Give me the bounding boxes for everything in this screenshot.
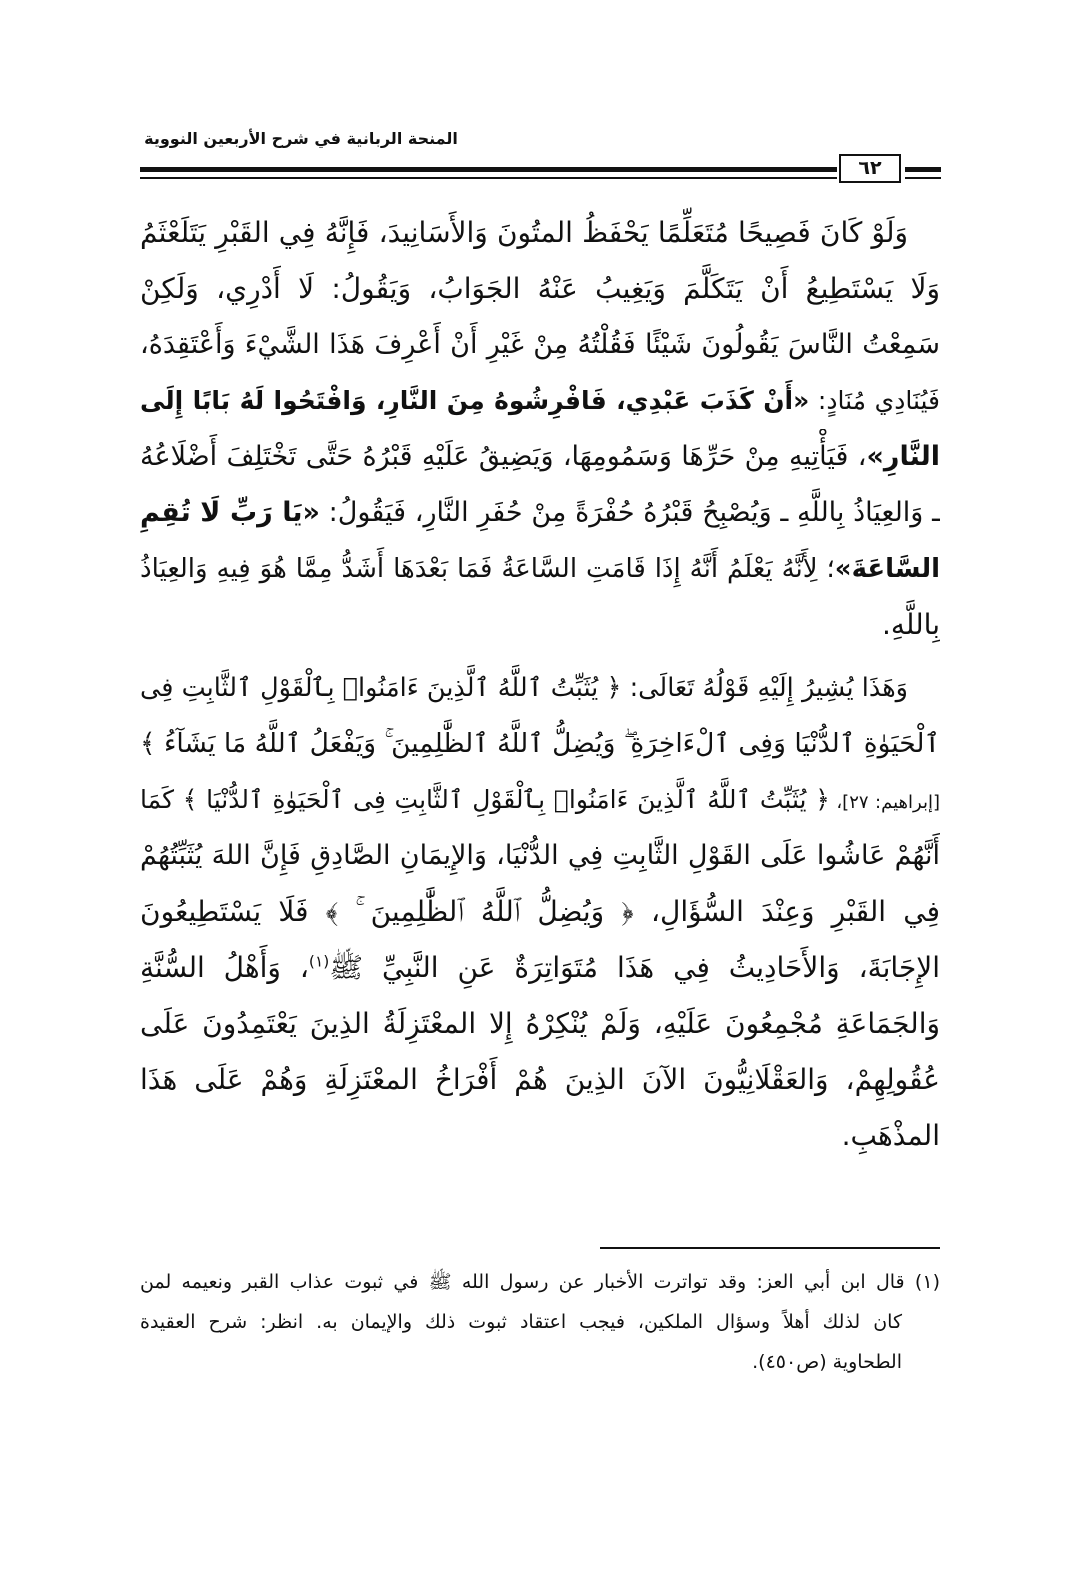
footnote-reference: (١) — [308, 952, 330, 971]
header-double-rule-short — [905, 167, 941, 179]
running-header-title: المنحة الربانية في شرح الأربعين النووية — [144, 129, 458, 148]
text-line: عُقُولِهِمْ، وَالعَقْلَانِيُّونَ الآنَ الذِينَ هُمْ أَفْرَاخُ المعْتَزِلَةِ وَهُمْ عَلَى هَذَا — [140, 1063, 940, 1096]
text-line: المذْهَبِ. — [841, 1119, 940, 1152]
quran-verse: ﴿ يُثَبِّتُ ٱللَّهُ ٱلَّذِينَ ءَامَنُوا۟ بِٱلْقَوْلِ ٱلثَّابِتِ فِى ٱلْحَيَوٰةِ ٱلدُّنْيَا ﴾ — [182, 785, 830, 814]
text-line — [140, 429, 940, 485]
text-segment: ، فَيَأْتِيهِ مِنْ حَرِّهَا وَسَمُومِهَا، وَيَضِيقُ عَلَيْهِ قَبْرُهُ حَتَّى تَخْتَلِفَ أَضْلَاعُهُ — [140, 441, 867, 472]
header-double-rule — [140, 167, 837, 179]
footnote-separator — [600, 1247, 940, 1249]
text-line — [140, 940, 940, 996]
text-segment: ، وَأَهْلُ السُّنَّةِ — [140, 951, 309, 984]
text-line — [140, 772, 940, 828]
paragraph-1 — [140, 205, 940, 653]
quran-verse-line: ٱلْحَيَوٰةِ ٱلدُّنْيَا وَفِى ٱلْءَاخِرَةِ ۖ وَيُضِلُّ ٱللَّهُ ٱلظَّٰلِمِينَ ۚ وَيَفْعَلُ ٱللَّهُ مَا يَشَآءُ ﴾ — [140, 728, 940, 759]
text-line: وَلَا يَسْتَطِيعُ أَنْ يَتَكَلَّمَ وَيَغِيبُ عَنْهُ الجَوَابُ، وَيَقُولُ: لَا أَدْرِي، وَلَكِنْ — [140, 272, 940, 305]
text-segment: وَهَذَا يُشِيرُ إِلَيْهِ قَوْلُهُ تَعَالَى: — [621, 673, 908, 703]
text-segment: ـ وَالعِيَاذُ بِاللَّهِ ـ وَيُصْبِحُ قَبْرُهُ حُفْرَةً مِنْ حُفَرِ النَّارِ، فَيَقُولُ: — [319, 497, 940, 528]
text-segment: ؛ لِأَنَّهُ يَعْلَمُ أَنَّهُ إِذَا قَامَتِ السَّاعَةُ فَمَا بَعْدَهَا أَشَدُّ مِمَّا هُوَ فِيهِ وَالعِيَاذُ — [140, 554, 835, 584]
text-line: أَنَّهُمْ عَاشُوا عَلَى القَوْلِ الثَّابِتِ فِي الدُّنْيَا، وَالإِيمَانِ الصَّادِقِ فَإِنَّ اللهَ يُثَبِّتُهُمْ — [140, 840, 940, 871]
footnote-line: كان لذلك أهلاً وسؤال الملكين، فيجب اعتقاد ثبوت ذلك والإيمان به. انظر: شرح العقيدة — [140, 1311, 902, 1333]
footnote-line: (١) قال ابن أبي العز: وقد تواترت الأخبار عن رسول الله ﷺ في ثبوت عذاب القبر ونعيمه لمن — [140, 1271, 940, 1293]
text-line — [140, 884, 940, 940]
text-line: سَمِعْتُ النَّاسَ يَقُولُونَ شَيْئًا فَقُلْتُهُ مِنْ غَيْرِ أَنْ أَعْرِفَ هَذَا الشَّيْءَ وَأَعْتَقِدَهُ، — [140, 329, 940, 360]
hadith-quote: «أَنْ كَذَبَ عَبْدِي، فَافْرِشُوهُ مِنَ النَّارِ، وَافْتَحُوا لَهُ بَابًا إِلَى — [140, 386, 810, 415]
quran-verse: ﴿ وَيُضِلُّ ٱللَّهُ ٱلظَّٰلِمِينَ ۚ ﴾ — [325, 895, 634, 928]
text-segment: الإِجَابَةَ، وَالأَحَادِيثُ فِي هَذَا مُتَوَاتِرَةٌ عَنِ النَّبِيِّ ﷺ — [329, 951, 940, 984]
hadith-quote: «يَا رَبِّ لَا تُقِمِ — [140, 497, 320, 528]
quran-verse: ﴿ يُثَبِّتُ ٱللَّهُ ٱلَّذِينَ ءَامَنُوا۟ بِٱلْقَوْلِ ٱلثَّابِتِ فِى — [140, 673, 622, 703]
verse-reference: [إبراهيم: ٢٧]، — [829, 792, 940, 813]
text-line — [140, 485, 940, 541]
text-segment: كَمَا — [140, 785, 183, 814]
text-line: وَلَوْ كَانَ فَصِيحًا مُتَعَلِّمًا يَحْفَظُ المتُونَ وَالأَسَانِيدَ، فَإِنَّهُ فِي القَبْرِ يَتَلَعْثَمُ — [140, 216, 908, 249]
paragraph-2 — [140, 660, 940, 1164]
text-line — [140, 373, 940, 429]
text-line: وَالجَمَاعَةِ مُجْمِعُونَ عَلَيْهِ، وَلَمْ يُنْكِرْهُ إِلا المعْتَزِلَةُ الذِينَ يَعْتَمِدُونَ عَلَى — [140, 1007, 940, 1040]
footnotes — [140, 1262, 940, 1382]
text-line — [140, 660, 940, 716]
text-segment: فَيُنَادِي مُنَادٍ: — [809, 386, 940, 415]
text-line: بِاللَّهِ. — [881, 608, 940, 641]
hadith-quote: السَّاعَةَ» — [834, 554, 940, 584]
text-segment: فَلَا يَسْتَطِيعُونَ — [140, 895, 326, 928]
footnote-line: الطحاوية (ص٤٥٠). — [752, 1351, 902, 1373]
text-segment: فِي القَبْرِ وَعِنْدَ السُّؤَالِ، — [633, 895, 940, 928]
text-line — [140, 541, 940, 597]
page-number: ٦٢ — [839, 154, 901, 183]
hadith-quote: النَّارِ» — [866, 441, 940, 472]
